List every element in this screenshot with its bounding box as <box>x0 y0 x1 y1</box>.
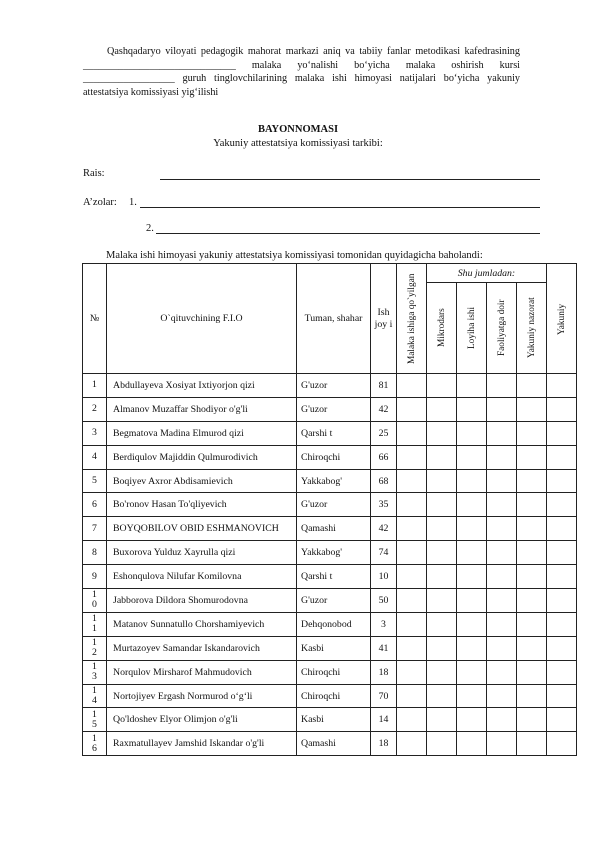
district: Chiroqchi <box>297 445 371 469</box>
district: Chiroqchi <box>297 660 371 684</box>
member-1-line <box>140 207 540 208</box>
score-cell <box>517 565 547 589</box>
table-row <box>83 636 577 660</box>
score-cell <box>427 708 457 732</box>
row-number-text: 2 <box>92 403 97 415</box>
work-place-number: 18 <box>371 732 397 756</box>
district: Kasbi <box>297 708 371 732</box>
score-cell <box>397 541 427 565</box>
document-subtitle: Yakuniy attestatsiya komissiyasi tarkibi: <box>213 138 383 149</box>
teacher-name: Nortojiyev Ergash Normurod o‘g‘li <box>107 684 297 708</box>
score-cell <box>547 636 577 660</box>
district: Chiroqchi <box>297 684 371 708</box>
row-number <box>83 708 107 732</box>
district: Yakkabog' <box>297 541 371 565</box>
district: G'uzor <box>297 374 371 398</box>
score-cell <box>517 374 547 398</box>
row-number <box>83 612 107 636</box>
row-number <box>83 541 107 565</box>
work-place-number: 66 <box>371 445 397 469</box>
score-cell <box>547 565 577 589</box>
district: Yakkabog' <box>297 469 371 493</box>
teacher-name: BOYQOBILOV OBID ESHMANOVICH <box>107 517 297 541</box>
district: G'uzor <box>297 493 371 517</box>
row-number <box>83 660 107 684</box>
score-cell <box>427 732 457 756</box>
score-cell <box>517 421 547 445</box>
row-number-text: 1 <box>92 379 97 391</box>
work-place-number: 42 <box>371 517 397 541</box>
district: Kasbi <box>297 636 371 660</box>
score-cell <box>487 636 517 660</box>
table-row <box>83 684 577 708</box>
chair-label: Rais: <box>83 168 105 179</box>
score-cell <box>547 708 577 732</box>
score-cell <box>457 660 487 684</box>
table-row <box>83 708 577 732</box>
score-cell <box>547 445 577 469</box>
work-place-number: 10 <box>371 565 397 589</box>
row-number-text: 16 <box>92 732 97 754</box>
row-number <box>83 565 107 589</box>
district: Qarshi t <box>297 565 371 589</box>
teacher-name: Boqiyev Axror Abdisamievich <box>107 469 297 493</box>
teacher-name: Norqulov Mirsharof Mahmudovich <box>107 660 297 684</box>
header-yakuniy-cell <box>547 264 577 374</box>
score-cell <box>427 469 457 493</box>
score-cell <box>487 684 517 708</box>
header-work-place: Ish joy i <box>371 264 397 374</box>
evaluation-sentence: Malaka ishi himoyasi yakuniy attestatsiya komissiyasi tomonidan quyidagicha baholandi: <box>106 250 483 261</box>
score-cell <box>397 732 427 756</box>
score-cell <box>397 589 427 613</box>
table-row <box>83 517 577 541</box>
district: G'uzor <box>297 589 371 613</box>
header-faoliyat: Faoliyatga doir <box>496 299 507 357</box>
score-cell <box>427 660 457 684</box>
header-district: Tuman, shahar <box>297 264 371 374</box>
score-cell <box>547 421 577 445</box>
score-cell <box>517 612 547 636</box>
row-number-text: 10 <box>92 589 97 611</box>
score-cell <box>397 708 427 732</box>
row-number <box>83 445 107 469</box>
header-loyiha: Loyiha ishi <box>466 306 477 350</box>
row-number-text: 6 <box>92 498 97 510</box>
score-cell <box>517 589 547 613</box>
row-number-text: 14 <box>92 685 97 707</box>
row-number-text: 13 <box>92 661 97 683</box>
score-cell <box>547 589 577 613</box>
score-cell <box>547 374 577 398</box>
score-cell <box>457 541 487 565</box>
score-cell <box>427 445 457 469</box>
score-cell <box>457 732 487 756</box>
work-place-number: 81 <box>371 374 397 398</box>
score-cell <box>457 469 487 493</box>
score-cell <box>457 589 487 613</box>
intro-paragraph: Qashqadaryo viloyati pedagogik mahorat markazi aniq va tabiiy fanlar metodikasi kafedrasining ______________________________ malaka yo‘nalishi bo‘yicha malaka oshirish kursi __________________ guruh tinglovchilarining malaka ishi himoyasi natijalari bo‘yicha yakuniy attestatsiya komissiyasi yig‘ilishi <box>83 46 520 98</box>
score-cell <box>397 445 427 469</box>
members-label: A’zolar: <box>83 197 117 208</box>
score-cell <box>427 541 457 565</box>
score-cell <box>397 565 427 589</box>
work-place-number: 25 <box>371 421 397 445</box>
member-1-number: 1. <box>129 197 137 208</box>
score-cell <box>457 397 487 421</box>
table-row <box>83 493 577 517</box>
score-cell <box>397 493 427 517</box>
score-cell <box>487 493 517 517</box>
score-cell <box>487 541 517 565</box>
header-yakuniy-nazorat: Yakuniy nazorat <box>526 297 537 359</box>
teacher-name: Eshonqulova Nilufar Komilovna <box>107 565 297 589</box>
row-number-text: 7 <box>92 522 97 534</box>
score-cell <box>487 445 517 469</box>
teacher-name: Berdiqulov Majiddin Qulmurodivich <box>107 445 297 469</box>
row-number-text: 3 <box>92 427 97 439</box>
score-cell <box>427 374 457 398</box>
score-cell <box>397 612 427 636</box>
header-malaka: Malaka ishiga qo`yilgan <box>406 273 417 364</box>
table-row <box>83 374 577 398</box>
work-place-number: 41 <box>371 636 397 660</box>
score-cell <box>547 517 577 541</box>
row-number <box>83 636 107 660</box>
score-cell <box>487 517 517 541</box>
score-cell <box>427 493 457 517</box>
table-row <box>83 612 577 636</box>
score-cell <box>517 445 547 469</box>
chair-signature-line <box>160 179 540 180</box>
table-row <box>83 469 577 493</box>
score-cell <box>457 374 487 398</box>
score-cell <box>397 397 427 421</box>
work-place-number: 3 <box>371 612 397 636</box>
score-cell <box>397 636 427 660</box>
score-cell <box>457 636 487 660</box>
score-cell <box>517 684 547 708</box>
score-cell <box>547 684 577 708</box>
results-table <box>82 263 577 756</box>
score-cell <box>487 732 517 756</box>
teacher-name: Buxorova Yulduz Xayrulla qizi <box>107 541 297 565</box>
score-cell <box>427 589 457 613</box>
row-number-text: 5 <box>92 475 97 486</box>
header-sho-jumladan: Shu jumladan: <box>427 264 547 283</box>
score-cell <box>457 445 487 469</box>
work-place-number: 35 <box>371 493 397 517</box>
work-place-number: 14 <box>371 708 397 732</box>
table-row <box>83 660 577 684</box>
score-cell <box>487 469 517 493</box>
score-cell <box>547 660 577 684</box>
row-number <box>83 421 107 445</box>
teacher-name: Almanov Muzaffar Shodiyor o'g'li <box>107 397 297 421</box>
work-place-number: 50 <box>371 589 397 613</box>
teacher-name: Murtazoyev Samandar Iskandarovich <box>107 636 297 660</box>
district: Qarshi t <box>297 421 371 445</box>
score-cell <box>457 565 487 589</box>
teacher-name: Matanov Sunnatullo Chorshamiyevich <box>107 612 297 636</box>
score-cell <box>547 397 577 421</box>
score-cell <box>427 397 457 421</box>
document-title: BAYONNOMASI <box>257 124 339 135</box>
table-row <box>83 589 577 613</box>
table-row <box>83 541 577 565</box>
score-cell <box>397 469 427 493</box>
table-row <box>83 397 577 421</box>
score-cell <box>487 374 517 398</box>
score-cell <box>427 421 457 445</box>
score-cell <box>457 612 487 636</box>
score-cell <box>427 684 457 708</box>
header-teacher-name: O`qituvchining F.I.O <box>107 264 297 374</box>
score-cell <box>457 493 487 517</box>
score-cell <box>457 517 487 541</box>
score-cell <box>457 421 487 445</box>
row-number-text: 12 <box>92 637 97 659</box>
header-loyiha-cell <box>457 283 487 374</box>
score-cell <box>487 660 517 684</box>
header-number: № <box>83 264 107 374</box>
score-cell <box>397 517 427 541</box>
table-row <box>83 565 577 589</box>
district: Qamashi <box>297 732 371 756</box>
row-number <box>83 517 107 541</box>
teacher-name: Jabborova Dildora Shomurodovna <box>107 589 297 613</box>
row-number <box>83 397 107 421</box>
work-place-number: 42 <box>371 397 397 421</box>
score-cell <box>547 493 577 517</box>
score-cell <box>397 374 427 398</box>
score-cell <box>427 517 457 541</box>
teacher-name: Qo'ldoshev Elyor Olimjon o'g'li <box>107 708 297 732</box>
work-place-number: 18 <box>371 660 397 684</box>
score-cell <box>517 541 547 565</box>
score-cell <box>427 565 457 589</box>
score-cell <box>397 684 427 708</box>
header-mikrodars: Mikrodars <box>436 308 447 348</box>
header-yakuniy: Yakuniy <box>556 302 567 335</box>
district: Qamashi <box>297 517 371 541</box>
teacher-name: Raxmatullayev Jamshid Iskandar o'g'li <box>107 732 297 756</box>
score-cell <box>397 660 427 684</box>
row-number <box>83 684 107 708</box>
row-number-text: 4 <box>92 451 97 463</box>
member-2-number: 2. <box>146 223 154 234</box>
score-cell <box>427 612 457 636</box>
score-cell <box>517 397 547 421</box>
score-cell <box>517 636 547 660</box>
score-cell <box>547 469 577 493</box>
row-number-text: 15 <box>92 708 97 730</box>
score-cell <box>547 612 577 636</box>
header-malaka-cell <box>397 264 427 374</box>
score-cell <box>517 660 547 684</box>
score-cell <box>487 565 517 589</box>
score-cell <box>487 612 517 636</box>
row-number <box>83 589 107 613</box>
score-cell <box>487 708 517 732</box>
row-number <box>83 469 107 493</box>
work-place-number: 68 <box>371 469 397 493</box>
score-cell <box>397 421 427 445</box>
table-row <box>83 421 577 445</box>
row-number-text: 8 <box>92 546 97 558</box>
score-cell <box>517 493 547 517</box>
score-cell <box>457 684 487 708</box>
teacher-name: Bo'ronov Hasan To'qliyevich <box>107 493 297 517</box>
table-row <box>83 445 577 469</box>
header-faoliyat-cell <box>487 283 517 374</box>
work-place-number: 70 <box>371 684 397 708</box>
score-cell <box>427 636 457 660</box>
row-number-text: 9 <box>92 570 97 582</box>
row-number <box>83 732 107 756</box>
work-place-number: 74 <box>371 541 397 565</box>
table-row <box>83 732 577 756</box>
teacher-name: Abdullayeva Xosiyat Ixtiyorjon qizi <box>107 374 297 398</box>
score-cell <box>487 421 517 445</box>
score-cell <box>517 517 547 541</box>
district: Dehqonobod <box>297 612 371 636</box>
score-cell <box>517 469 547 493</box>
header-yakuniy-nazorat-cell <box>517 283 547 374</box>
teacher-name: Begmatova Madina Elmurod qizi <box>107 421 297 445</box>
score-cell <box>457 708 487 732</box>
score-cell <box>487 589 517 613</box>
score-cell <box>517 708 547 732</box>
header-mikrodars-cell <box>427 283 457 374</box>
row-number <box>83 493 107 517</box>
row-number <box>83 374 107 398</box>
row-number-text: 11 <box>92 613 97 635</box>
district: G'uzor <box>297 397 371 421</box>
score-cell <box>517 732 547 756</box>
score-cell <box>487 397 517 421</box>
score-cell <box>547 541 577 565</box>
member-2-line <box>156 233 540 234</box>
score-cell <box>547 732 577 756</box>
